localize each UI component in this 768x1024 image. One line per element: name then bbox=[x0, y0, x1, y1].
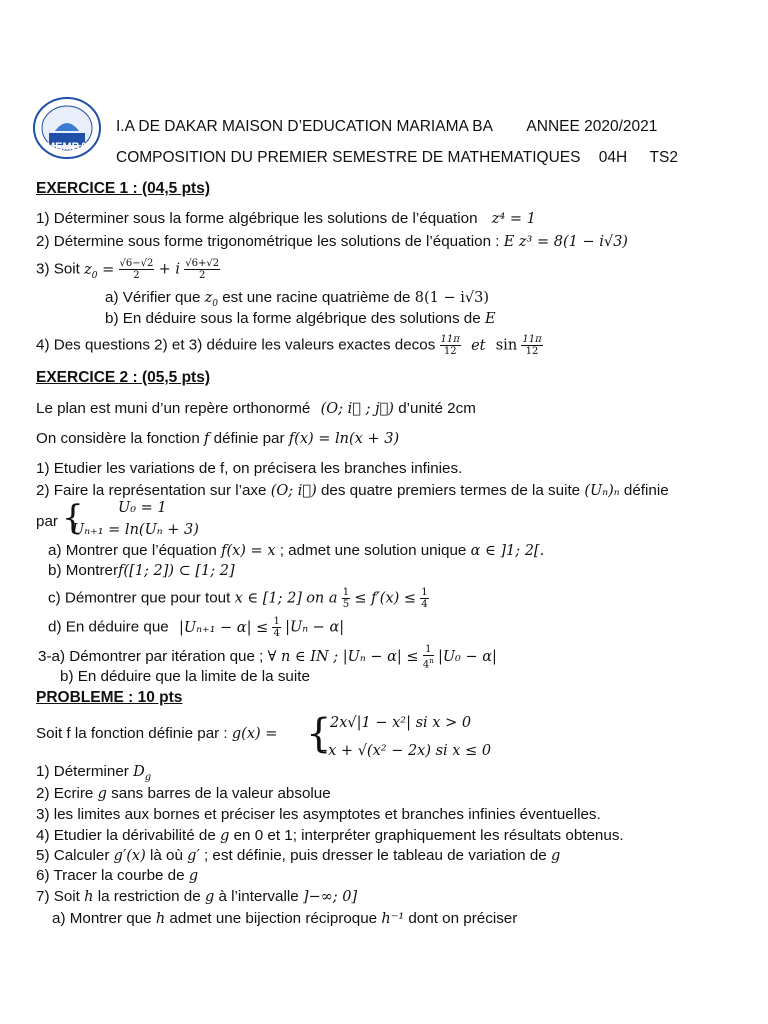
ex1-q1-text: 1) Déterminer sous la forme algébrique les solutions de l’équation bbox=[36, 210, 478, 227]
ex2-q2-end: définie bbox=[623, 482, 669, 499]
ex2-un1: Uₙ₊₁ = ln(Uₙ + 3) bbox=[72, 522, 199, 538]
ex1-q2-equation: E z³ = 8(1 − i√3) bbox=[503, 234, 628, 250]
ex2-e-right: |U₀ − α| bbox=[437, 649, 497, 666]
prob-q4-text: 4) Etudier la dérivabilité de bbox=[36, 827, 216, 844]
prob-brace: { bbox=[306, 711, 332, 757]
ex1-q3-text: 3) Soit bbox=[36, 260, 80, 278]
ex1-q3a-equation: 8(1 − i√3) bbox=[414, 290, 489, 306]
ex1-z0-plus-i: + i bbox=[158, 261, 181, 278]
prob-q5-mid: là où bbox=[149, 847, 183, 864]
prob-q7a-mid: admet une bijection réciproque bbox=[169, 910, 378, 927]
prob-q6-g: g bbox=[188, 868, 199, 884]
ex1-question-1 bbox=[36, 210, 536, 228]
ex1-q3b-e: E bbox=[484, 311, 496, 327]
prob-q1-d: D bbox=[133, 764, 145, 780]
ex2-e-left: ∀ n ∈ IN ; |Uₙ − α| ≤ bbox=[267, 649, 419, 666]
ex2-c-on: on a bbox=[306, 590, 338, 607]
header-line-2 bbox=[116, 149, 678, 167]
prob-q7a-hinv: h⁻¹ bbox=[381, 911, 405, 927]
prob-question-6 bbox=[36, 867, 198, 885]
ex2-a-text: a) Montrer que l’équation bbox=[48, 542, 217, 559]
header-exam: COMPOSITION DU PREMIER SEMESTRE DE MATHEMATIQUES bbox=[116, 149, 581, 166]
ex1-question-2 bbox=[36, 233, 628, 251]
header-line-1 bbox=[116, 118, 657, 136]
prob-q4-end: en 0 et 1; interpréter graphiquement les résultats obtenus. bbox=[233, 827, 624, 844]
ex2-l2-mid: définie par bbox=[213, 430, 285, 447]
prob-q6-text: 6) Tracer la courbe de bbox=[36, 867, 185, 884]
logo-abbrev: MEMBA bbox=[46, 141, 88, 153]
ex2-question-1: 1) Etudier les variations de f, on précisera les branches infinies. bbox=[36, 460, 463, 477]
prob-question-3: 3) les limites aux bornes et préciser les asymptotes et branches infinies éventuelles. bbox=[36, 806, 601, 823]
prob-q1-g: g bbox=[144, 771, 152, 783]
ex2-question-a bbox=[48, 542, 544, 560]
prob-intro bbox=[36, 725, 277, 743]
ex2-a-end: ; admet une solution unique bbox=[279, 542, 467, 559]
prob-q2-text: 2) Ecrire bbox=[36, 785, 94, 802]
ex1-z0: $z_0$ = bbox=[84, 261, 115, 281]
ex2-c-interval: x ∈ [1; 2] bbox=[234, 590, 302, 607]
prob-q7-mid2: à l’intervalle bbox=[218, 888, 299, 905]
ex2-a-interval: α ∈ ]1; 2[. bbox=[470, 543, 545, 559]
ex1-q3a-z0: $z_0$ bbox=[204, 290, 218, 309]
ex1-q3a-text: a) Vérifier que bbox=[105, 289, 201, 306]
prob-q7-interval: ]−∞; 0] bbox=[302, 889, 358, 905]
ex2-a-equation: f(x) = x bbox=[221, 543, 276, 559]
ex2-c-frac-1-5: $\frac{1}{5}$ bbox=[342, 587, 350, 610]
ex1-q2-text: 2) Détermine sous forme trigonométrique les solutions de l’équation : bbox=[36, 233, 500, 250]
ex2-question-3a bbox=[38, 644, 497, 670]
ex2-c-inequality: ≤ f′(x) ≤ bbox=[354, 590, 417, 607]
ex2-q2-text: 2) Faire la représentation sur l’axe bbox=[36, 482, 267, 499]
ex2-c-text: c) Démontrer que pour tout bbox=[48, 589, 231, 607]
prob-q5-derivative: g′(x) bbox=[113, 848, 146, 864]
ex2-u0: U₀ = 1 bbox=[118, 500, 167, 516]
ex1-q3a-mid: est une racine quatrième de bbox=[222, 289, 411, 306]
header-school: I.A DE DAKAR MAISON D’EDUCATION MARIAMA BA bbox=[116, 118, 493, 135]
prob-question-7a bbox=[52, 910, 517, 928]
prob-q4-g: g bbox=[220, 828, 230, 844]
prob-q7-h: h bbox=[84, 889, 94, 905]
prob-question-5 bbox=[36, 847, 560, 865]
ex2-d-left: |Uₙ₊₁ − α| ≤ bbox=[178, 619, 269, 636]
ex2-l2-text: On considère la fonction bbox=[36, 430, 200, 447]
prob-q2-g: g bbox=[97, 786, 107, 802]
prob-q5-text: 5) Calculer bbox=[36, 847, 110, 864]
ex2-question-c bbox=[48, 587, 429, 610]
ex2-question-3b: b) En déduire que la limite de la suite bbox=[60, 668, 310, 685]
ex2-l1-end: d’unité 2cm bbox=[398, 400, 476, 417]
ex2-par: par bbox=[36, 513, 58, 530]
ex1-q4-text: 4) Des questions 2) et 3) déduire les valeurs exactes decos bbox=[36, 336, 436, 354]
ex1-q4-sin-fraction: $\frac{11\pi}{12}$ bbox=[522, 334, 542, 357]
ex2-d-frac: $\frac{1}{4}$ bbox=[273, 616, 280, 639]
prob-case-2: −x + √(x² − 2x) si x ≤ 0 bbox=[316, 743, 492, 759]
prob-question-1 bbox=[36, 763, 151, 787]
ex2-d-right: |Uₙ − α| bbox=[285, 619, 345, 636]
ex2-l1-frame: (O; i⃗ ; j⃗) bbox=[320, 401, 394, 417]
ex2-line-2 bbox=[36, 430, 399, 448]
ex1-question-3 bbox=[36, 258, 220, 284]
prob-q7-mid: la restriction de bbox=[97, 888, 201, 905]
prob-q5-end: ; est définie, puis dresser le tableau de variation de bbox=[203, 847, 547, 864]
header-duration: 04H bbox=[598, 149, 628, 166]
prob-q7-text: 7) Soit bbox=[36, 888, 80, 905]
ex1-z0-imag-fraction: $\frac{√6+√2}{2}$ bbox=[185, 258, 220, 281]
ex2-system-brace: { bbox=[62, 498, 84, 538]
exercise-2-title: EXERCICE 2 : (05,5 pts) bbox=[36, 369, 210, 386]
ex2-q2-sequence: (Uₙ)ₙ bbox=[584, 483, 620, 499]
prob-q5-g-prime: g′ bbox=[187, 848, 200, 864]
prob-q7a-end: dont on préciser bbox=[408, 910, 518, 927]
ex2-e-frac: $\frac{1}{4^n}$ bbox=[422, 644, 434, 671]
prob-question-4 bbox=[36, 827, 624, 845]
ex2-c-frac-1-4: $\frac{1}{4}$ bbox=[421, 587, 428, 610]
prob-q5-g: g bbox=[550, 848, 561, 864]
prob-q7a-h: h bbox=[155, 911, 166, 927]
ex2-b-text: b) Montrer bbox=[48, 562, 119, 579]
prob-q2-end: sans barres de la valeur absolue bbox=[111, 785, 331, 802]
ex1-question-3b bbox=[105, 310, 496, 328]
prob-intro-text: Soit f la fonction définie par : bbox=[36, 725, 228, 742]
ex1-q4-cos-fraction: $\frac{11\pi}{12}$ bbox=[440, 334, 460, 357]
prob-case-1: 2x√|1 − x²| si x > 0 bbox=[330, 715, 472, 731]
ex2-l1-text: Le plan est muni d’un repère orthonormé bbox=[36, 400, 311, 417]
ex2-d-text: d) En déduire que bbox=[48, 618, 169, 636]
ex2-question-d bbox=[48, 616, 344, 639]
prob-question-7 bbox=[36, 888, 357, 906]
ex1-z0-real-fraction: $\frac{√6-√2}{2}$ bbox=[119, 258, 154, 281]
ex2-l2-equation: f(x) = ln(x + 3) bbox=[288, 431, 400, 447]
prob-q7a-text: a) Montrer que bbox=[52, 910, 152, 927]
header-class: TS2 bbox=[649, 149, 678, 166]
ex1-question-4 bbox=[36, 334, 543, 357]
ex2-line-1 bbox=[36, 400, 476, 418]
ex2-e-text: 3-a) Démontrer par itération que ; bbox=[38, 648, 264, 666]
ex1-q4-sin: sin bbox=[495, 337, 518, 354]
ex2-q2-mid: des quatre premiers termes de la suite bbox=[320, 482, 581, 499]
ex1-q3b-text: b) En déduire sous la forme algébrique des solutions de bbox=[105, 310, 481, 327]
prob-q1-domain bbox=[133, 764, 152, 783]
exercise-1-title: EXERCICE 1 : (04,5 pts) bbox=[36, 180, 210, 197]
ex2-question-b bbox=[48, 562, 235, 580]
problem-title: PROBLEME : 10 pts bbox=[36, 689, 183, 706]
prob-q1-text: 1) Déterminer bbox=[36, 763, 129, 780]
prob-question-2 bbox=[36, 785, 331, 803]
prob-g-def: g(x) = bbox=[231, 726, 278, 742]
header-year: ANNEE 2020/2021 bbox=[526, 118, 658, 135]
ex2-question-2 bbox=[36, 482, 669, 500]
ex2-b-equation: f([1; 2]) ⊂ [1; 2] bbox=[118, 563, 235, 579]
ex2-l2-f: f bbox=[204, 431, 210, 447]
prob-q7-g: g bbox=[204, 889, 215, 905]
ex2-q2-axis: (O; i⃗) bbox=[270, 483, 317, 499]
ex1-q1-equation: z⁴ = 1 bbox=[491, 211, 536, 227]
ex1-q4-et: et bbox=[471, 337, 486, 354]
